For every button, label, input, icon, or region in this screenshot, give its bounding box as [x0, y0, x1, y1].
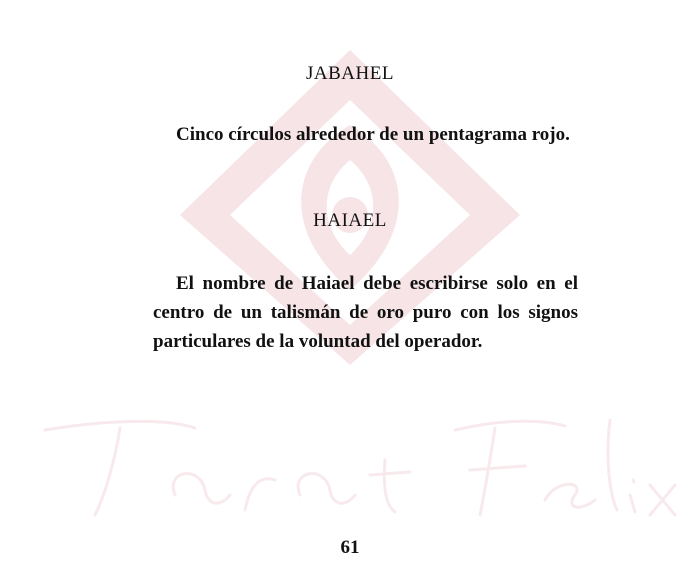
- page-number: 61: [340, 537, 360, 558]
- section-paragraph: Cinco círculos alrededor de un pentagrama rojo.: [176, 124, 570, 145]
- section-paragraph: El nombre de Haiael debe escribirse solo en el centro de un talismán de oro puro con los signos particulares de la voluntad del operador.: [153, 273, 578, 352]
- section-heading: HAIAEL: [313, 210, 387, 231]
- section-heading: JABAHEL: [306, 63, 394, 84]
